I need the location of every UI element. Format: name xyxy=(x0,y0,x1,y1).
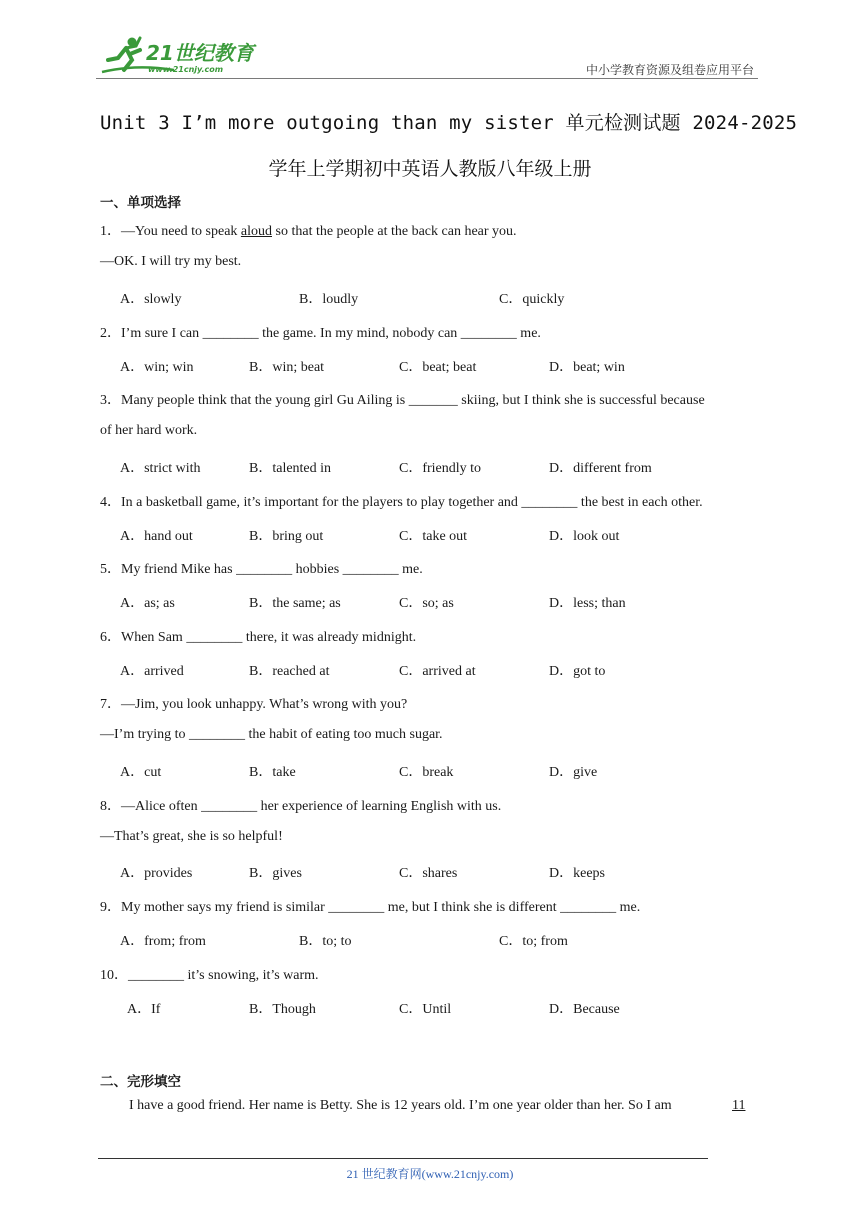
question-7-stem: 7．—Jim, you look unhappy. What’s wrong with you? xyxy=(100,697,408,712)
question-1-underlined-word: aloud xyxy=(240,224,273,239)
q4-option-a[interactable]: A．hand out xyxy=(120,529,193,544)
q6-option-d[interactable]: D．got to xyxy=(549,664,606,679)
q6-option-c[interactable]: C．arrived at xyxy=(399,664,476,679)
q2-option-c[interactable]: C．beat; beat xyxy=(399,360,477,375)
q10-option-d[interactable]: D．Because xyxy=(549,1002,620,1017)
q8-option-b[interactable]: B．gives xyxy=(249,866,302,881)
platform-name: 中小学教育资源及组卷应用平台 xyxy=(585,63,754,77)
q8-option-d[interactable]: D．keeps xyxy=(549,866,605,881)
q5-option-c[interactable]: C．so; as xyxy=(399,596,454,611)
question-7-line2: —I’m trying to ________ the habit of eating too much sugar. xyxy=(100,727,443,742)
cloze-passage-line1: I have a good friend. Her name is Betty. She is 12 years old. I’m one year older than her. So I am xyxy=(129,1098,672,1113)
footer-source: 21 世纪教育网(www.21cnjy.com) xyxy=(346,1167,514,1181)
section-heading-single-choice: 一、单项选择 xyxy=(100,195,181,211)
q4-option-b[interactable]: B．bring out xyxy=(249,529,324,544)
svg-text:www.21cnjy.com: www.21cnjy.com xyxy=(148,65,224,74)
q10-option-c[interactable]: C．Until xyxy=(399,1002,452,1017)
document-title-line2: 学年上学期初中英语人教版八年级上册 xyxy=(268,158,592,180)
question-5-stem: 5．My friend Mike has ________ hobbies ________ me. xyxy=(100,562,423,577)
q2-option-a[interactable]: A．win; win xyxy=(120,360,194,375)
document-title-line1: Unit 3 I’m more outgoing than my sister 单元检测试题 2024-2025 xyxy=(100,112,798,134)
q9-option-c[interactable]: C．to; from xyxy=(499,934,568,949)
q6-option-a[interactable]: A．arrived xyxy=(120,664,184,679)
q1-option-c[interactable]: C．quickly xyxy=(499,292,565,307)
question-9-stem: 9．My mother says my friend is similar ________ me, but I think she is different ________ me. xyxy=(100,900,641,915)
q7-option-a[interactable]: A．cut xyxy=(120,765,162,780)
q9-option-b[interactable]: B．to; to xyxy=(299,934,352,949)
q2-option-d[interactable]: D．beat; win xyxy=(549,360,625,375)
q10-option-b[interactable]: B．Though xyxy=(249,1002,316,1017)
q8-option-a[interactable]: A．provides xyxy=(120,866,193,881)
q4-option-c[interactable]: C．take out xyxy=(399,529,468,544)
question-3-stem: 3．Many people think that the young girl Gu Ailing is _______ skiing, but I think she is successful because xyxy=(100,393,705,408)
cloze-blank-11: 11 xyxy=(732,1098,746,1113)
question-1-text-a: 1．—You need to speak xyxy=(100,224,241,239)
q3-option-a[interactable]: A．strict with xyxy=(120,461,201,476)
svg-text:21世纪教育: 21世纪教育 xyxy=(146,41,254,65)
q1-option-a[interactable]: A．slowly xyxy=(120,292,182,307)
question-2-stem: 2．I’m sure I can ________ the game. In my mind, nobody can ________ me. xyxy=(100,326,541,341)
q3-option-c[interactable]: C．friendly to xyxy=(399,461,482,476)
q4-option-d[interactable]: D．look out xyxy=(549,529,620,544)
q3-option-b[interactable]: B．talented in xyxy=(249,461,332,476)
question-6-stem: 6．When Sam ________ there, it was already midnight. xyxy=(100,630,417,645)
footer-divider xyxy=(98,1158,708,1159)
question-4-stem: 4．In a basketball game, it’s important for the players to play together and ________ the best in each other. xyxy=(100,495,703,510)
section-heading-cloze: 二、完形填空 xyxy=(100,1074,181,1090)
q7-option-d[interactable]: D．give xyxy=(549,765,598,780)
page-header xyxy=(96,34,760,80)
q5-option-a[interactable]: A．as; as xyxy=(120,596,175,611)
q5-option-d[interactable]: D．less; than xyxy=(549,596,626,611)
question-10-stem: 10．________ it’s snowing, it’s warm. xyxy=(100,968,319,983)
q3-option-d[interactable]: D．different from xyxy=(549,461,652,476)
q7-option-b[interactable]: B．take xyxy=(249,765,296,780)
question-8-stem: 8．—Alice often ________ her experience of learning English with us. xyxy=(100,799,502,814)
q2-option-b[interactable]: B．win; beat xyxy=(249,360,325,375)
q5-option-b[interactable]: B．the same; as xyxy=(249,596,341,611)
question-1-text-b: so that the people at the back can hear you. xyxy=(272,224,517,239)
header-divider xyxy=(96,78,758,79)
q10-option-a[interactable]: A．If xyxy=(127,1002,161,1017)
q1-option-b[interactable]: B．loudly xyxy=(299,292,359,307)
q7-option-c[interactable]: C．break xyxy=(399,765,454,780)
q8-option-c[interactable]: C．shares xyxy=(399,866,458,881)
question-8-line2: —That’s great, she is so helpful! xyxy=(100,829,283,844)
q9-option-a[interactable]: A．from; from xyxy=(120,934,206,949)
question-3-line2: of her hard work. xyxy=(100,423,198,438)
q6-option-b[interactable]: B．reached at xyxy=(249,664,330,679)
question-1-line2: —OK. I will try my best. xyxy=(100,254,242,269)
site-logo xyxy=(96,34,261,78)
question-1-stem xyxy=(100,220,517,240)
